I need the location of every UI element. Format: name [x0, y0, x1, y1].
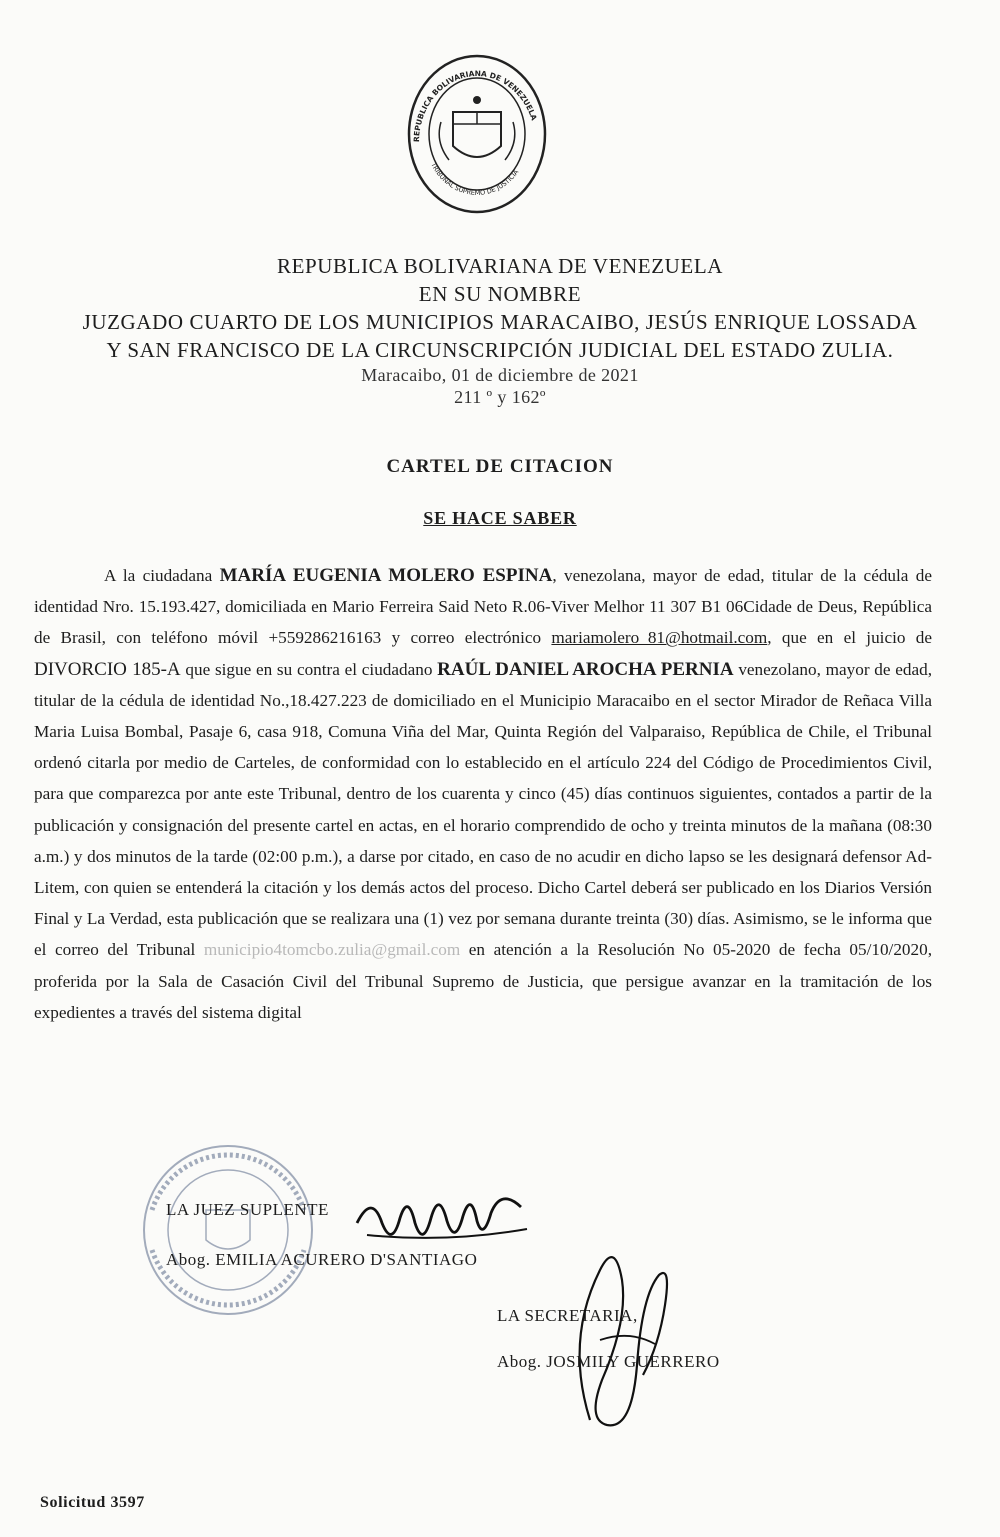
document-subtitle: SE HACE SABER: [423, 508, 577, 528]
seal-outer-text: REPUBLICA BOLIVARIANA DE VENEZUELA: [411, 68, 539, 143]
svg-text:TRIBUNAL SUPREMO DE JUSTICIA: [429, 160, 521, 197]
header-date: Maracaibo, 01 de diciembre de 2021: [361, 365, 639, 385]
respondent-name: MARÍA EUGENIA MOLERO ESPINA: [219, 565, 553, 586]
secretary-title: LA SECRETARIA,: [497, 1306, 638, 1325]
respondent-email: mariamolero_81@hotmail.com: [551, 628, 768, 648]
request-number: Solicitud 3597: [40, 1494, 145, 1511]
body-text-4: que sigue en su contra el ciudadano: [180, 659, 438, 679]
court-stamp-icon: [128, 1140, 338, 1320]
document-title: CARTEL DE CITACION: [386, 456, 614, 477]
header-en-su-nombre: EN SU NOMBRE: [418, 282, 582, 306]
svg-text:REPUBLICA BOLIVARIANA DE VENEZ: [412, 69, 539, 142]
body-text-5: venezolano, mayor de edad, titular de la cédula de identidad No.,18.427.223 de domiciliado en el Municipio Maracaibo en el sector Mirador de Reñaca Villa Maria Luisa Bombal, Pasaje 6, casa 918, Comuna Viña del Mar, Quinta Región del Valparaiso, República de Chile, el Tribunal ordenó citarla por medio de Carteles, de conformidad con lo establecido en el artículo 224 del Código de Procedimientos Civil, para que comparezca por ante este Tribunal, dentro de los cuarenta y cinco (45) días continuos siguientes, contados a partir de la publicación y consignación del presente cartel en actas, en el horario comprendido de ocho y treinta minutos de la mañana (08:30 a.m.) y dos minutos de la tarde (02:00 p.m.), a darse por citado, en caso de no acudir en dicho lapso se les designará defensor Ad-Litem, con quien se entenderá la citación y los demás actos del proceso. Dicho Cartel deberá ser publicado en los Diarios Versión Final y La Verdad, esta publicación que se realizara una (1) vez por semana durante treinta (30) días. Asimismo, se le informa que el correo del Tribunal: [34, 659, 932, 960]
header-court-line2: Y SAN FRANCISCO DE LA CIRCUNSCRIPCIÓN JUDICIAL DEL ESTADO ZULIA.: [106, 338, 894, 362]
judge-name: Abog. EMILIA ACURERO D'SANTIAGO: [166, 1250, 478, 1269]
body-text-1: A la ciudadana: [104, 566, 220, 585]
header-republic: REPUBLICA BOLIVARIANA DE VENEZUELA: [276, 254, 724, 278]
citation-body: [34, 560, 932, 1028]
seal-inner-text: TRIBUNAL SUPREMO DE JUSTICIA: [429, 161, 521, 197]
header-years: 211 º y 162º: [454, 387, 546, 407]
tribunal-email: municipio4tomcbo.zulia@gmail.com: [203, 940, 461, 960]
body-text-3: , que en el juicio de: [767, 628, 932, 648]
case-number: DIVORCIO 185-A: [34, 658, 181, 680]
body-text-6: en atención a la Resolución No 05-2020 de fecha 05/10/2020, proferida por la Sala de Casación Civil del Tribunal Supremo de Justicia, que persigue avanzar en la tramitación de los expedientes a través del sistema digital: [34, 940, 933, 1022]
plaintiff-name: RAÚL DANIEL AROCHA PERNIA: [437, 658, 734, 680]
judge-signature-icon: [352, 1183, 537, 1253]
judge-title: LA JUEZ SUPLENTE: [166, 1200, 329, 1219]
body-text-2: , venezolana, mayor de edad, titular de la cédula de identidad Nro. 15.193.427, domiciliada en Mario Ferreira Said Neto R.06-Viver Melhor 11 307 B1 06Cidade de Deus, República de Brasil, con teléfono móvil +5592862161​63 y correo electrónico: [34, 566, 932, 648]
secretary-name: Abog. JOSMILY GUERRERO: [497, 1352, 720, 1371]
court-seal-icon: [405, 52, 550, 217]
secretary-signature-icon: [560, 1220, 670, 1435]
document-header: [0, 252, 1000, 408]
header-court-line1: JUZGADO CUARTO DE LOS MUNICIPIOS MARACAIBO, JESÚS ENRIQUE LOSSADA: [82, 310, 918, 334]
